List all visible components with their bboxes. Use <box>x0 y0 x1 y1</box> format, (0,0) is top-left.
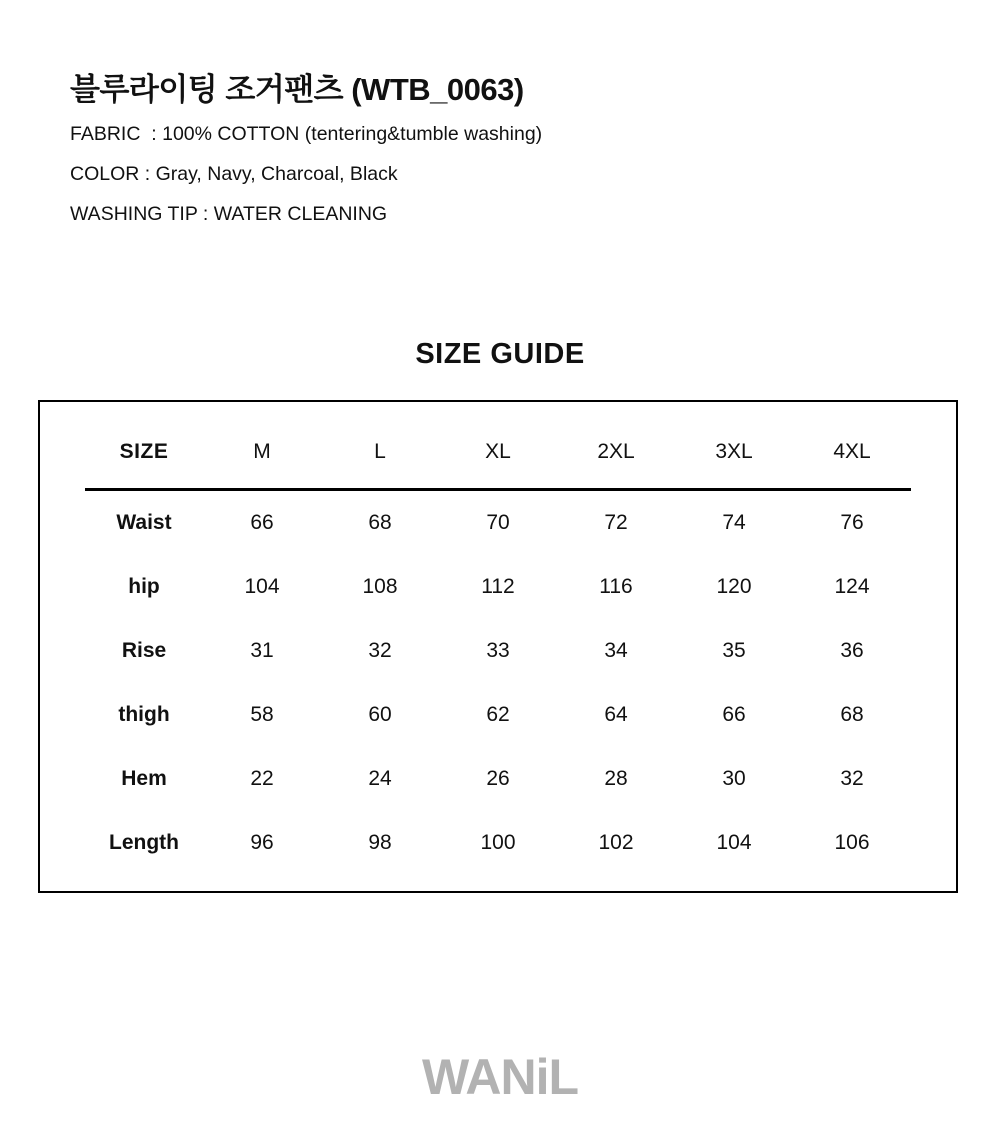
size-header-m: M <box>253 440 271 463</box>
measurement-value: 60 <box>368 703 392 726</box>
measurement-value: 28 <box>604 767 628 790</box>
measurement-value: 98 <box>368 831 392 854</box>
size-guide-table <box>38 400 958 893</box>
measurement-row-hip <box>85 555 911 619</box>
measurement-value: 31 <box>250 639 274 662</box>
measurement-value: 34 <box>604 639 628 662</box>
measurement-value: 116 <box>599 575 633 598</box>
measurement-value: 30 <box>722 767 746 790</box>
measurement-value: 66 <box>722 703 746 726</box>
product-title: 블루라이팅 조거팬츠 (WTB_0063) <box>70 72 524 107</box>
measurement-row-length <box>85 811 911 875</box>
measurement-label: Waist <box>116 511 172 534</box>
measurement-label: hip <box>128 575 160 598</box>
measurement-label: thigh <box>118 703 170 726</box>
size-table-body <box>40 491 956 875</box>
measurement-value: 104 <box>244 575 280 598</box>
measurement-value: 120 <box>716 575 752 598</box>
measurement-value: 32 <box>368 639 392 662</box>
measurement-row-waist <box>85 491 911 555</box>
measurement-value: 76 <box>840 511 864 534</box>
measurement-label: Length <box>109 831 179 854</box>
measurement-value: 112 <box>481 575 515 598</box>
measurement-value: 66 <box>250 511 274 534</box>
measurement-label: Hem <box>121 767 167 790</box>
measurement-value: 70 <box>486 511 510 534</box>
size-header-4xl: 4XL <box>833 440 871 463</box>
measurement-value: 72 <box>604 511 628 534</box>
measurement-value: 106 <box>834 831 870 854</box>
size-column-label: SIZE <box>119 440 169 463</box>
measurement-value: 24 <box>368 767 392 790</box>
size-header-3xl: 3XL <box>715 440 753 463</box>
measurement-value: 62 <box>486 703 510 726</box>
measurement-row-thigh <box>85 683 911 747</box>
measurement-row-hem <box>85 747 911 811</box>
size-table-header-row <box>85 402 911 488</box>
size-header-l: L <box>374 440 386 463</box>
measurement-value: 35 <box>722 639 746 662</box>
measurement-value: 26 <box>486 767 510 790</box>
measurement-value: 32 <box>840 767 864 790</box>
measurement-value: 64 <box>604 703 628 726</box>
measurement-value: 36 <box>840 639 864 662</box>
measurement-row-rise <box>85 619 911 683</box>
measurement-value: 68 <box>368 511 392 534</box>
measurement-value: 102 <box>598 831 634 854</box>
fabric-info-line: FABRIC : 100% COTTON (tentering&tumble washing) <box>70 123 543 145</box>
color-info-line: COLOR : Gray, Navy, Charcoal, Black <box>70 163 398 185</box>
measurement-value: 124 <box>834 575 870 598</box>
measurement-label: Rise <box>121 639 167 662</box>
measurement-value: 108 <box>362 575 398 598</box>
measurement-value: 104 <box>716 831 752 854</box>
washing-tip-line: WASHING TIP : WATER CLEANING <box>70 203 388 225</box>
measurement-value: 100 <box>480 831 516 854</box>
measurement-value: 96 <box>250 831 274 854</box>
measurement-value: 22 <box>250 767 274 790</box>
brand-logo: WANiL <box>421 1049 579 1105</box>
measurement-value: 58 <box>250 703 274 726</box>
size-guide-heading: SIZE GUIDE <box>415 338 585 370</box>
measurement-value: 33 <box>486 639 510 662</box>
product-info-block <box>70 114 542 234</box>
measurement-value: 68 <box>840 703 864 726</box>
size-header-2xl: 2XL <box>597 440 635 463</box>
measurement-value: 74 <box>722 511 746 534</box>
size-header-xl: XL <box>485 440 511 463</box>
